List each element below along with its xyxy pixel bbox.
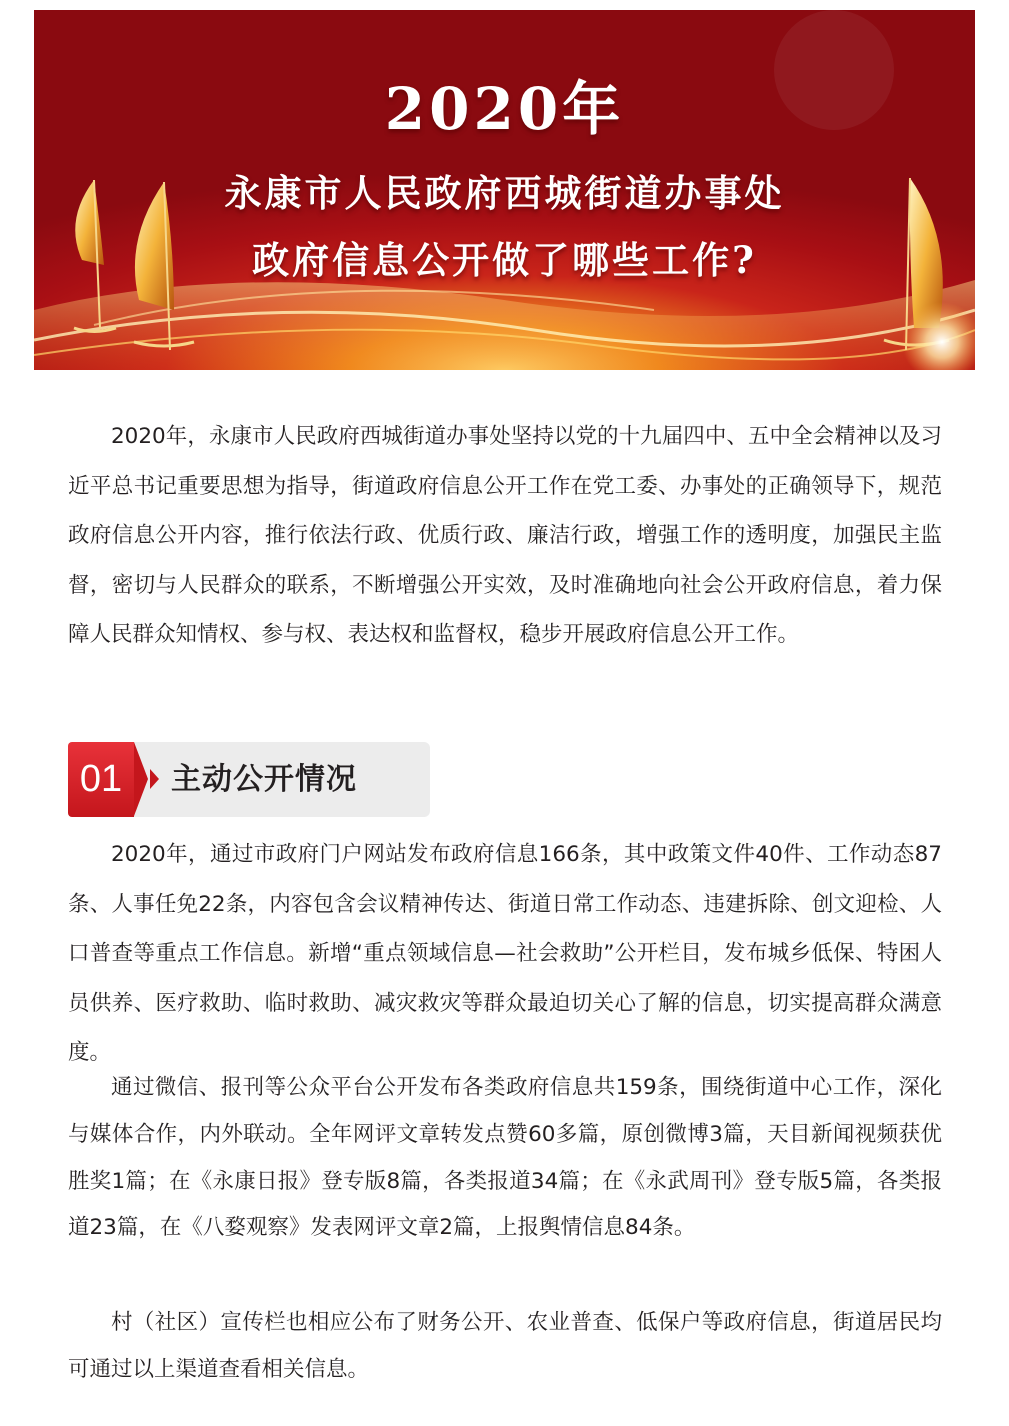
intro-paragraph: 2020年，永康市人民政府西城街道办事处坚持以党的十九届四中、五中全会精神以及习近平总书记重要思想为指导，街道政府信息公开工作在党工委、办事处的正确领导下，规范政府信息公开内容，推行依法行政、优质行政、廉洁行政，增强工作的透明度，加强民主监督，密切与人民群众的联系，不断增强公开实效，及时准确地向社会公开政府信息，着力保障人民群众知情权、参与权、表达权和监督权，稳步开展政府信息公开工作。 <box>68 424 942 648</box>
chevron-right-icon <box>150 769 159 789</box>
section-paragraph-media: 通过微信、报刊等公众平台公开发布各类政府信息共159条，围绕街道中心工作，深化与媒体合作，内外联动。全年网评文章转发点赞60多篇，原创微博3篇，天目新闻视频获优胜奖1篇；在《永康日报》登专版8篇，各类报道34篇；在《永武周刊》登专版5篇，各类报道23篇，在《八婺观察》发表网评文章2篇，上报舆情信息84条。 <box>68 1075 942 1241</box>
section-number: 01 <box>68 742 134 817</box>
section-title: 主动公开情况 <box>171 762 357 797</box>
banner-year: 2020年 <box>384 75 625 143</box>
section-paragraph-website: 2020年，通过市政府门户网站发布政府信息166条，其中政策文件40件、工作动态87条、人事任免22条，内容包含会议精神传达、街道日常工作动态、违建拆除、创文迎检、人口普查等重点工作信息。新增“重点领域信息—社会救助”公开栏目，发布城乡低保、特困人员供养、医疗救助、临时救助、减灾救灾等群众最迫切关心了解的信息，切实提高群众满意度。 <box>68 842 942 1066</box>
header-banner <box>34 10 975 370</box>
banner-title-line1: 永康市人民政府西城街道办事处 <box>224 171 785 215</box>
banner-title-line2: 政府信息公开做了哪些工作? <box>252 238 757 282</box>
section-paragraph-bulletin: 村（社区）宣传栏也相应公布了财务公开、农业普查、低保户等政府信息，街道居民均可通过以上渠道查看相关信息。 <box>68 1310 942 1382</box>
section-heading <box>68 742 430 817</box>
arrow-icon <box>134 742 148 816</box>
